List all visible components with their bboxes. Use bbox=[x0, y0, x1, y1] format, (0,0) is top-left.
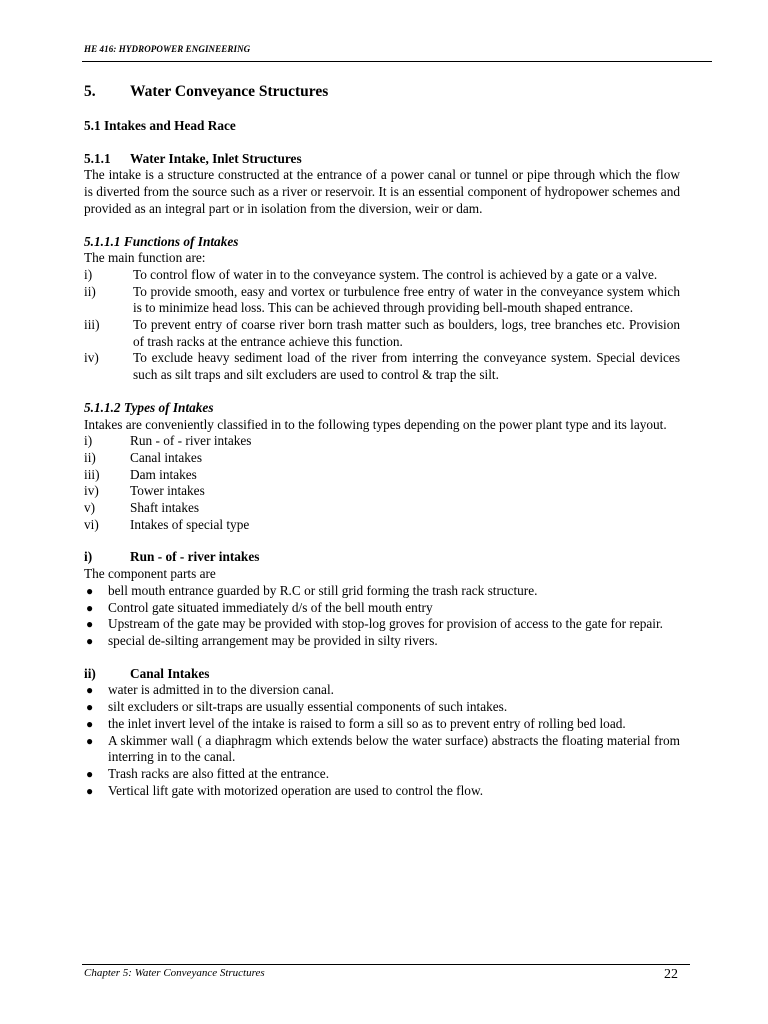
bullet-icon: ● bbox=[86, 766, 94, 781]
list-item-text: To prevent entry of coarse river born trash matter such as boulders, logs, tree branches etc. Provision of trash racks at the entrance achieve this function. bbox=[133, 317, 680, 349]
list-item-text: Control gate situated immediately d/s of the bell mouth entry bbox=[108, 599, 433, 615]
bullet-icon: ● bbox=[86, 617, 94, 632]
list-marker: vi) bbox=[84, 516, 99, 532]
page-number: 22 bbox=[664, 967, 678, 982]
list-item bbox=[84, 716, 680, 733]
list-marker: iii) bbox=[84, 317, 100, 333]
list-item bbox=[84, 616, 680, 633]
list-item bbox=[84, 433, 680, 450]
bullet-icon: ● bbox=[86, 683, 94, 698]
list-item-text: Shaft intakes bbox=[130, 500, 200, 516]
list-item-text: Vertical lift gate with motorized operation are used to control the flow. bbox=[108, 782, 484, 798]
list-item bbox=[84, 483, 680, 500]
bullet-icon: ● bbox=[86, 600, 94, 615]
footer-chapter-label: Chapter 5: Water Conveyance Structures bbox=[84, 967, 265, 979]
list-marker: i) bbox=[84, 433, 93, 449]
run-of-river-bullets bbox=[84, 583, 680, 650]
section-title: Canal Intakes bbox=[130, 665, 210, 681]
intake-definition-paragraph: The intake is a structure constructed at the entrance of a power canal or tunnel or pipe through which the flow is diverted from the source such as a river or reservoir. It is an essential component of hydropower schemes and provided as an integral part or in isolation from the diversion, weir or dam. bbox=[84, 167, 680, 216]
list-item-text: To control flow of water in to the conveyance system. The control is achieved by a gate or a valve. bbox=[133, 266, 658, 282]
list-item bbox=[84, 350, 680, 383]
list-item bbox=[84, 317, 680, 350]
list-item bbox=[84, 699, 680, 716]
list-item-text: water is admitted in to the diversion canal. bbox=[108, 682, 334, 698]
list-item bbox=[84, 267, 680, 284]
section-heading-5-1: 5.1 Intakes and Head Race bbox=[84, 118, 236, 133]
bullet-icon: ● bbox=[86, 783, 94, 798]
list-marker: iv) bbox=[84, 483, 99, 499]
bullet-icon: ● bbox=[86, 700, 94, 715]
list-item-text: Intakes of special type bbox=[130, 516, 250, 532]
running-header: HE 416: HYDROPOWER ENGINEERING bbox=[84, 44, 251, 54]
list-marker: i) bbox=[84, 266, 93, 282]
list-marker: iii) bbox=[84, 466, 100, 482]
run-of-river-intro: The component parts are bbox=[84, 566, 216, 582]
list-item bbox=[84, 500, 680, 517]
section-heading-run-of-river bbox=[84, 549, 680, 566]
list-item-text: A skimmer wall ( a diaphragm which extends below the water surface) abstracts the floating material from interring in to the canal. bbox=[108, 732, 680, 765]
page-content bbox=[84, 82, 680, 799]
list-item bbox=[84, 467, 680, 484]
chapter-title bbox=[84, 82, 680, 102]
canal-intakes-bullets bbox=[84, 682, 680, 799]
section-marker: ii) bbox=[84, 665, 96, 681]
bullet-icon: ● bbox=[86, 583, 94, 598]
list-item-text: Upstream of the gate may be provided with stop-log groves for provision of access to the gate for repair. bbox=[108, 616, 663, 632]
types-list bbox=[84, 433, 680, 533]
bullet-icon: ● bbox=[86, 633, 94, 648]
functions-intro: The main function are: bbox=[84, 250, 206, 266]
section-heading-5-1-1 bbox=[84, 151, 680, 168]
section-number: 5.1.1 bbox=[84, 150, 111, 166]
list-marker: v) bbox=[84, 500, 96, 516]
section-heading-functions: 5.1.1.1 Functions of Intakes bbox=[84, 233, 239, 249]
list-item bbox=[84, 633, 680, 650]
section-heading-types: 5.1.1.2 Types of Intakes bbox=[84, 399, 214, 415]
list-item-text: the inlet invert level of the intake is raised to form a sill so as to prevent entry of rolling bed load. bbox=[108, 715, 626, 731]
list-marker: ii) bbox=[84, 449, 96, 465]
section-heading-canal-intakes bbox=[84, 666, 680, 683]
list-item bbox=[84, 583, 680, 600]
list-item-text: Dam intakes bbox=[130, 466, 197, 482]
list-item-text: To exclude heavy sediment load of the river from interring the conveyance system. Special devices such as silt traps and silt excluders are used to control & trap the silt. bbox=[133, 350, 680, 383]
bullet-icon: ● bbox=[86, 716, 94, 731]
header-rule bbox=[82, 61, 712, 62]
list-item-text: Run - of - river intakes bbox=[130, 433, 252, 449]
list-item bbox=[84, 733, 680, 766]
functions-list bbox=[84, 267, 680, 384]
list-item-text: Tower intakes bbox=[130, 483, 205, 499]
types-intro: Intakes are conveniently classified in to the following types depending on the power plant type and its layout. bbox=[84, 416, 667, 432]
footer-rule bbox=[82, 964, 690, 965]
list-item-text: To provide smooth, easy and vortex or turbulence free entry of water in the conveyance system which is to minimize head loss. This can be achieved through providing bell-mouth shaped entrance. bbox=[133, 283, 680, 316]
list-item bbox=[84, 517, 680, 534]
list-marker: iv) bbox=[84, 350, 99, 366]
section-marker: i) bbox=[84, 549, 93, 565]
section-title: Run - of - river intakes bbox=[130, 549, 260, 565]
list-item bbox=[84, 284, 680, 317]
section-title: Water Intake, Inlet Structures bbox=[130, 150, 302, 166]
list-item bbox=[84, 783, 680, 800]
list-item-text: Trash racks are also fitted at the entrance. bbox=[108, 765, 330, 781]
chapter-title-text: Water Conveyance Structures bbox=[130, 83, 329, 100]
list-item bbox=[84, 766, 680, 783]
bullet-icon: ● bbox=[86, 733, 94, 748]
list-item-text: bell mouth entrance guarded by R.C or still grid forming the trash rack structure. bbox=[108, 582, 538, 598]
list-item-text: Canal intakes bbox=[130, 449, 203, 465]
chapter-number: 5. bbox=[84, 83, 96, 100]
list-marker: ii) bbox=[84, 283, 96, 299]
list-item bbox=[84, 682, 680, 699]
list-item-text: special de-silting arrangement may be provided in silty rivers. bbox=[108, 632, 438, 648]
list-item-text: silt excluders or silt-traps are usually essential components of such intakes. bbox=[108, 699, 508, 715]
list-item bbox=[84, 600, 680, 617]
list-item bbox=[84, 450, 680, 467]
